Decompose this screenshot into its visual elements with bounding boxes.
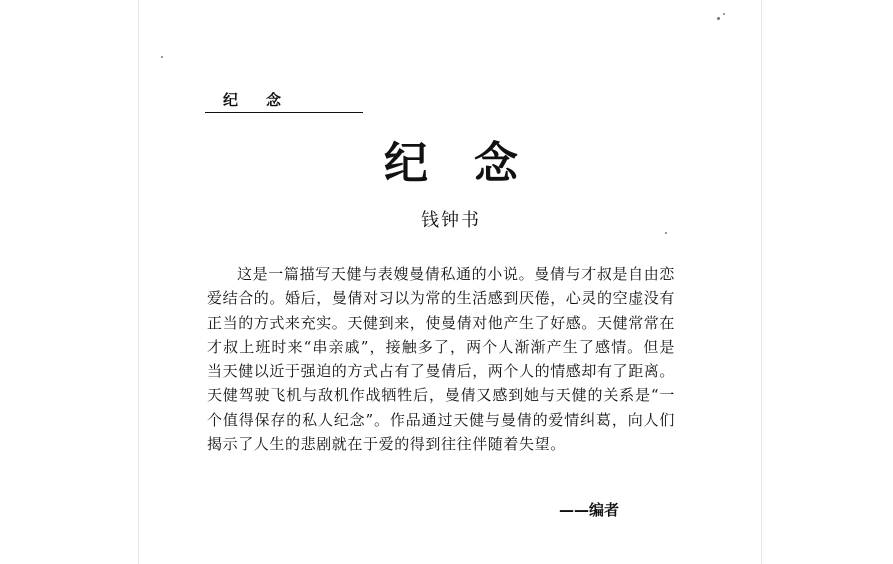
abstract-paragraph: 这是一篇描写天健与表嫂曼倩私通的小说。曼倩与才叔是自由恋爱结合的。婚后，曼倩对习以为常的生活感到厌倦，心灵的空虚没有正当的方式来充实。天健到来，使曼倩对他产生了好感。天健常常在才叔上班时来“串亲戚”，接触多了，两个人渐渐产生了感情。但是当天健以近于强迫的方式占有了曼倩后，两个人的情感却有了距离。天健驾驶飞机与敌机作战牺牲后，曼倩又感到她与天健的关系是“一个值得保存的私人纪念”。作品通过天健与曼倩的爱情纠葛，向人们揭示了人生的悲剧就在于爱的得到往往伴随着失望。 xyxy=(207,265,676,454)
book-page xyxy=(138,0,762,564)
scan-speck xyxy=(665,232,667,234)
editor-abstract xyxy=(207,262,675,456)
scan-speck xyxy=(723,13,725,15)
article-title: 纪念 xyxy=(384,138,564,189)
scan-speck xyxy=(161,56,163,58)
editor-signature: ——编者 xyxy=(559,501,620,519)
scan-speck xyxy=(717,17,720,20)
article-author: 钱钟书 xyxy=(421,210,481,231)
running-header: 纪念 xyxy=(205,90,363,113)
